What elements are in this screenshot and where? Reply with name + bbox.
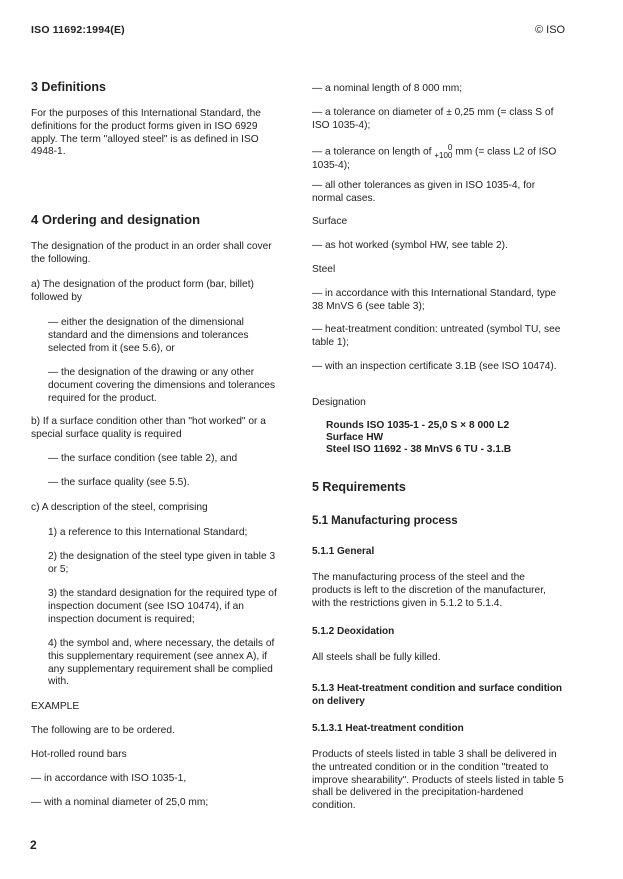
item-b-dash-1: — the surface condition (see table 2), and [48,453,238,464]
item-a-dash-2: — the designation of the drawing or any other document covering the dimensions and tolerances required for the product. [48,367,276,404]
designation-line-3: Steel ISO 11692 - 38 MnVS 6 TU - 3.1.B [326,444,512,455]
example-product: Hot-rolled round bars [31,749,127,760]
item-c-1: 1) a reference to this International Standard; [48,527,248,538]
section-5-heading: 5 Requirements [312,480,406,494]
section-4-intro: The designation of the product in an order shall cover the following. [31,241,272,265]
section-4-heading: 4 Ordering and designation [31,212,201,227]
section-3-text: For the purposes of this International Standard, the definitions for the product forms given in ISO 6929 apply. The term "alloyed steel" is as defined in ISO 4948-1. [31,108,261,158]
page-number: 2 [30,838,37,852]
item-c: c) A description of the steel, comprising [31,502,208,513]
steel-label: Steel [312,264,336,275]
section-5-1-3-1-text: Products of steels listed in table 3 shall be delivered in the untreated condition or in the condition "treated to improve shearability". Products of steels listed in table 5 shall be delivered in the precipitation-hardened condition. [312,749,564,812]
surface-dash-1: — as hot worked (symbol HW, see table 2). [312,240,508,251]
item-c-3: 3) the standard designation for the required type of inspection document (see ISO 10474), if an inspection document is required; [48,588,277,625]
section-5-1-heading: 5.1 Manufacturing process [312,515,458,527]
running-header-standard: ISO 11692:1994(E) [31,24,125,36]
section-5-1-2-heading: 5.1.2 Deoxidation [312,626,395,637]
surface-label: Surface [312,216,348,227]
diameter-tolerance: — a tolerance on diameter of ± 0,25 mm (= class S of ISO 1035-4); [312,107,554,131]
section-5-1-1-heading: 5.1.1 General [312,546,375,557]
example-label: EXAMPLE [31,701,80,712]
designation-line-2: Surface HW [326,432,384,443]
steel-dash-1: — in accordance with this International Standard, type 38 MnVS 6 (see table 3); [312,288,557,312]
length-tolerance: — a tolerance on length of 0 +100 mm (= class L2 of ISO 1035-4); [312,143,557,171]
tolerance-fraction: 0 +100 [434,143,453,160]
length-line: — a nominal length of 8 000 mm; [312,83,463,94]
item-c-2: 2) the designation of the steel type given in table 3 or 5; [48,551,276,575]
section-5-1-2-text: All steels shall be fully killed. [312,652,441,663]
other-tolerances: — all other tolerances as given in ISO 1035-4, for normal cases. [312,180,536,204]
example-dash-1: — in accordance with ISO 1035-1, [31,773,187,784]
section-5-1-3-heading: 5.1.3 Heat-treatment condition and surface condition on delivery [312,683,563,707]
example-dash-2: — with a nominal diameter of 25,0 mm; [31,797,209,808]
item-c-4: 4) the symbol and, where necessary, the details of this supplementary requirement (see annex A), if any supplementary requirement shall be complied with. [48,638,275,688]
item-a: a) The designation of the product form (bar, billet) followed by [31,279,254,303]
section-5-1-1-text: The manufacturing process of the steel and the products is left to the discretion of the manufacturer, with the restrictions given in 5.1.2 to 5.1.4. [312,572,546,609]
section-5-1-3-1-heading: 5.1.3.1 Heat-treatment condition [312,723,464,734]
example-intro: The following are to be ordered. [31,725,175,736]
designation-label: Designation [312,397,366,408]
designation-line-1: Rounds ISO 1035-1 - 25,0 S × 8 000 L2 [326,420,510,431]
section-3-heading: 3 Definitions [31,80,107,94]
item-b-dash-2: — the surface quality (see 5.5). [48,477,190,488]
running-header-copyright: © ISO [535,24,566,36]
item-b: b) If a surface condition other than "hot worked" or a special surface quality is required [31,416,266,440]
steel-dash-3: — with an inspection certificate 3.1B (see ISO 10474). [312,361,557,372]
item-a-dash-1: — either the designation of the dimensional standard and the dimensions and tolerances selected from it (see 5.6), or [48,317,249,354]
steel-dash-2: — heat-treatment condition: untreated (symbol TU, see table 1); [312,324,561,348]
